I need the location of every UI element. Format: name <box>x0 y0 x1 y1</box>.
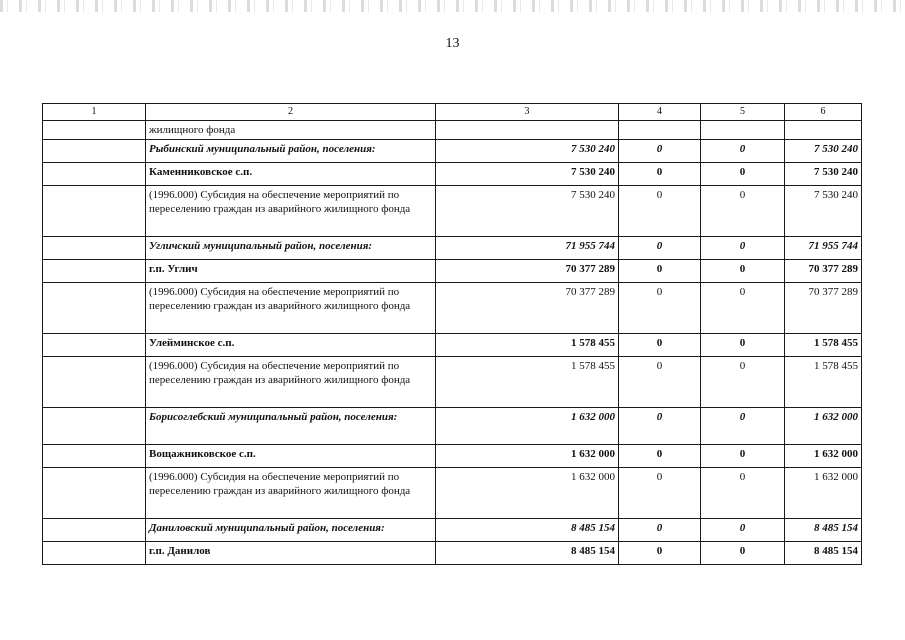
cell-code <box>43 357 146 408</box>
table-row-settlement <box>43 334 862 357</box>
cell-col5: 0 <box>701 186 785 237</box>
scan-artifact-strip <box>0 0 905 12</box>
cell-amount: 1 632 000 <box>436 408 619 445</box>
column-header-5: 5 <box>701 104 785 121</box>
cell-amount: 1 578 455 <box>436 334 619 357</box>
cell-col4: 0 <box>619 186 701 237</box>
cell-amount: 1 632 000 <box>436 468 619 519</box>
cell-col4 <box>619 121 701 140</box>
cell-col5: 0 <box>701 237 785 260</box>
cell-col4: 0 <box>619 445 701 468</box>
cell-code <box>43 408 146 445</box>
cell-col4: 0 <box>619 140 701 163</box>
table-row-subsidy <box>43 468 862 519</box>
cell-code <box>43 445 146 468</box>
cell-col5: 0 <box>701 357 785 408</box>
cell-col4: 0 <box>619 260 701 283</box>
cell-col4: 0 <box>619 237 701 260</box>
cell-col4: 0 <box>619 408 701 445</box>
column-header-2: 2 <box>146 104 436 121</box>
column-header-4: 4 <box>619 104 701 121</box>
header-row <box>43 104 862 121</box>
table-row-settlement <box>43 445 862 468</box>
cell-col4: 0 <box>619 357 701 408</box>
cell-amount: 8 485 154 <box>436 542 619 565</box>
cell-amount: 1 578 455 <box>436 357 619 408</box>
cell-code <box>43 237 146 260</box>
cell-col5: 0 <box>701 140 785 163</box>
cell-total: 70 377 289 <box>785 260 862 283</box>
cell-code <box>43 283 146 334</box>
table-row-settlement <box>43 260 862 283</box>
cell-col5 <box>701 121 785 140</box>
cell-name: Рыбинский муниципальный район, поселения: <box>146 140 436 163</box>
cell-col5: 0 <box>701 408 785 445</box>
column-header-1: 1 <box>43 104 146 121</box>
column-header-6: 6 <box>785 104 862 121</box>
page-number: 13 <box>445 36 460 51</box>
cell-total: 1 632 000 <box>785 408 862 445</box>
cell-amount: 70 377 289 <box>436 283 619 334</box>
cell-col5: 0 <box>701 468 785 519</box>
cell-name: (1996.000) Субсидия на обеспечение мероприятий по переселению граждан из аварийного жилищного фонда <box>146 186 436 237</box>
table-row-district <box>43 519 862 542</box>
cell-name: (1996.000) Субсидия на обеспечение мероприятий по переселению граждан из аварийного жилищного фонда <box>146 357 436 408</box>
cell-name: г.п. Данилов <box>146 542 436 565</box>
cell-col5: 0 <box>701 163 785 186</box>
table-row-subsidy <box>43 283 862 334</box>
cell-col4: 0 <box>619 519 701 542</box>
cell-name: г.п. Углич <box>146 260 436 283</box>
cell-amount: 7 530 240 <box>436 140 619 163</box>
cell-name: Борисоглебский муниципальный район, поселения: <box>146 408 436 445</box>
table-row-settlement <box>43 163 862 186</box>
cell-col4: 0 <box>619 283 701 334</box>
budget-table <box>42 103 862 565</box>
table-row-subsidy <box>43 357 862 408</box>
cell-name: Каменниковское с.п. <box>146 163 436 186</box>
cell-col4: 0 <box>619 334 701 357</box>
cell-col5: 0 <box>701 445 785 468</box>
cell-total: 8 485 154 <box>785 542 862 565</box>
cell-total: 71 955 744 <box>785 237 862 260</box>
cell-code <box>43 186 146 237</box>
cell-amount <box>436 121 619 140</box>
cell-col5: 0 <box>701 283 785 334</box>
cell-total: 7 530 240 <box>785 140 862 163</box>
column-header-3: 3 <box>436 104 619 121</box>
cell-code <box>43 519 146 542</box>
cell-total: 1 578 455 <box>785 357 862 408</box>
cell-col5: 0 <box>701 334 785 357</box>
cell-code <box>43 468 146 519</box>
cell-total: 1 632 000 <box>785 445 862 468</box>
cell-total: 8 485 154 <box>785 519 862 542</box>
cell-col5: 0 <box>701 519 785 542</box>
cell-amount: 7 530 240 <box>436 163 619 186</box>
table-row-settlement <box>43 542 862 565</box>
table-row-district <box>43 408 862 445</box>
cell-code <box>43 121 146 140</box>
cell-name: (1996.000) Субсидия на обеспечение мероприятий по переселению граждан из аварийного жилищного фонда <box>146 283 436 334</box>
cell-total: 1 632 000 <box>785 468 862 519</box>
cell-total <box>785 121 862 140</box>
cell-col5: 0 <box>701 260 785 283</box>
cell-total: 70 377 289 <box>785 283 862 334</box>
cell-code <box>43 542 146 565</box>
cell-col4: 0 <box>619 542 701 565</box>
cell-name: Угличский муниципальный район, поселения: <box>146 237 436 260</box>
cell-name: Даниловский муниципальный район, поселения: <box>146 519 436 542</box>
cell-amount: 70 377 289 <box>436 260 619 283</box>
cell-total: 1 578 455 <box>785 334 862 357</box>
cell-code <box>43 334 146 357</box>
cell-name: жилищного фонда <box>146 121 436 140</box>
table-row-district <box>43 237 862 260</box>
cell-name: Улейминское с.п. <box>146 334 436 357</box>
cell-col4: 0 <box>619 468 701 519</box>
cell-col4: 0 <box>619 163 701 186</box>
cell-amount: 7 530 240 <box>436 186 619 237</box>
cell-name: Вощажниковское с.п. <box>146 445 436 468</box>
table-row-continuation <box>43 121 862 140</box>
cell-code <box>43 260 146 283</box>
cell-total: 7 530 240 <box>785 186 862 237</box>
cell-code <box>43 140 146 163</box>
cell-col5: 0 <box>701 542 785 565</box>
cell-amount: 71 955 744 <box>436 237 619 260</box>
cell-amount: 8 485 154 <box>436 519 619 542</box>
cell-code <box>43 163 146 186</box>
cell-name: (1996.000) Субсидия на обеспечение мероприятий по переселению граждан из аварийного жилищного фонда <box>146 468 436 519</box>
cell-total: 7 530 240 <box>785 163 862 186</box>
table-row-district <box>43 140 862 163</box>
cell-amount: 1 632 000 <box>436 445 619 468</box>
table-row-subsidy <box>43 186 862 237</box>
